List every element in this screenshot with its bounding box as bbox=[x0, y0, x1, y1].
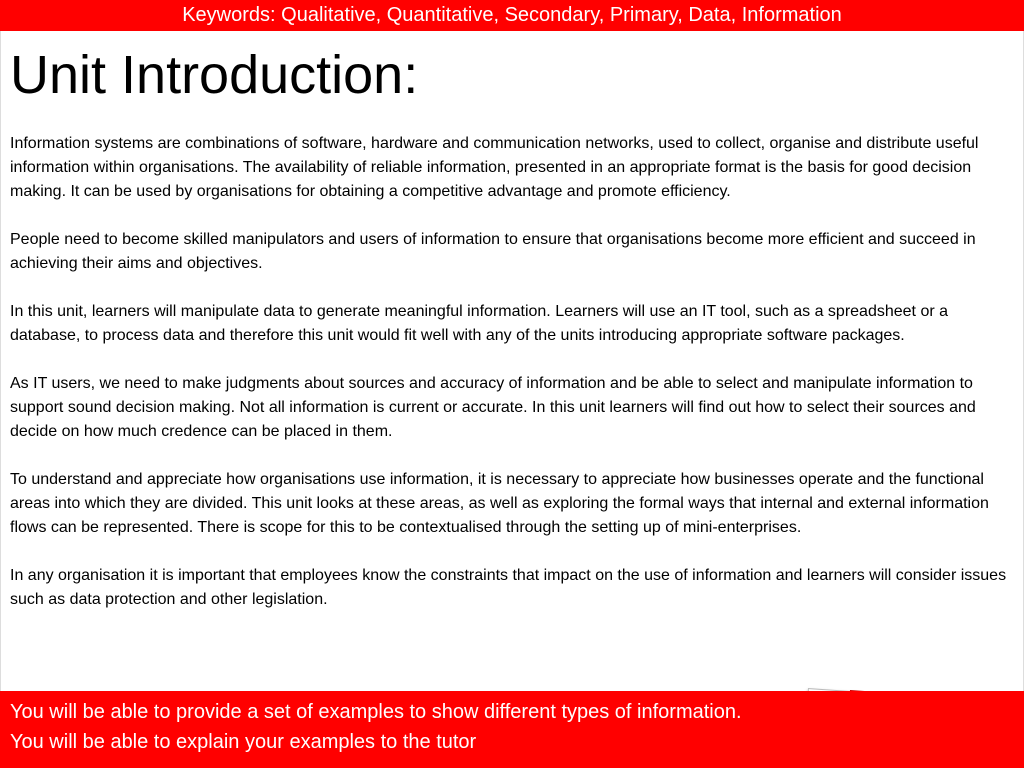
paragraph: In any organisation it is important that employees know the constraints that impact on the use of information and learners will consider issues such as data protection and other legislation. bbox=[10, 567, 1007, 608]
paragraph: In this unit, learners will manipulate data to generate meaningful information. Learners will use an IT tool, such as a spreadsheet or a database, to process data and therefore this unit would fit well with any of the units introducing appropriate software packages. bbox=[10, 303, 949, 344]
body-text bbox=[10, 132, 1016, 612]
objective-line-2: You will be able to explain your examples to the tutor bbox=[10, 731, 477, 753]
paragraph: As IT users, we need to make judgments about sources and accuracy of information and be able to select and manipulate information to support sound decision making. Not all information is current or accurate. In this unit learners will find out how to select their sources and decide on how much credence can be placed in them. bbox=[10, 375, 976, 440]
page-title: Unit Introduction: bbox=[10, 45, 419, 105]
keywords-text: Keywords: Qualitative, Quantitative, Secondary, Primary, Data, Information bbox=[182, 4, 842, 26]
objective-line-1: You will be able to provide a set of examples to show different types of information. bbox=[10, 701, 742, 723]
paragraph: People need to become skilled manipulators and users of information to ensure that organisations become more efficient and succeed in achieving their aims and objectives. bbox=[10, 231, 976, 272]
paragraph: To understand and appreciate how organisations use information, it is necessary to appreciate how businesses operate and the functional areas into which they are divided. This unit looks at these areas, as well as exploring the formal ways that internal and external information flows can be represented. There is scope for this to be contextualised through the setting up of mini-enterprises. bbox=[10, 471, 989, 536]
paragraph: Information systems are combinations of software, hardware and communication networks, used to collect, organise and distribute useful information within organisations. The availability of reliable information, presented in an appropriate format is the basis for good decision making. It can be used by organisations for obtaining a competitive advantage and promote efficiency. bbox=[10, 135, 979, 200]
slide-border-left bbox=[0, 31, 1, 691]
